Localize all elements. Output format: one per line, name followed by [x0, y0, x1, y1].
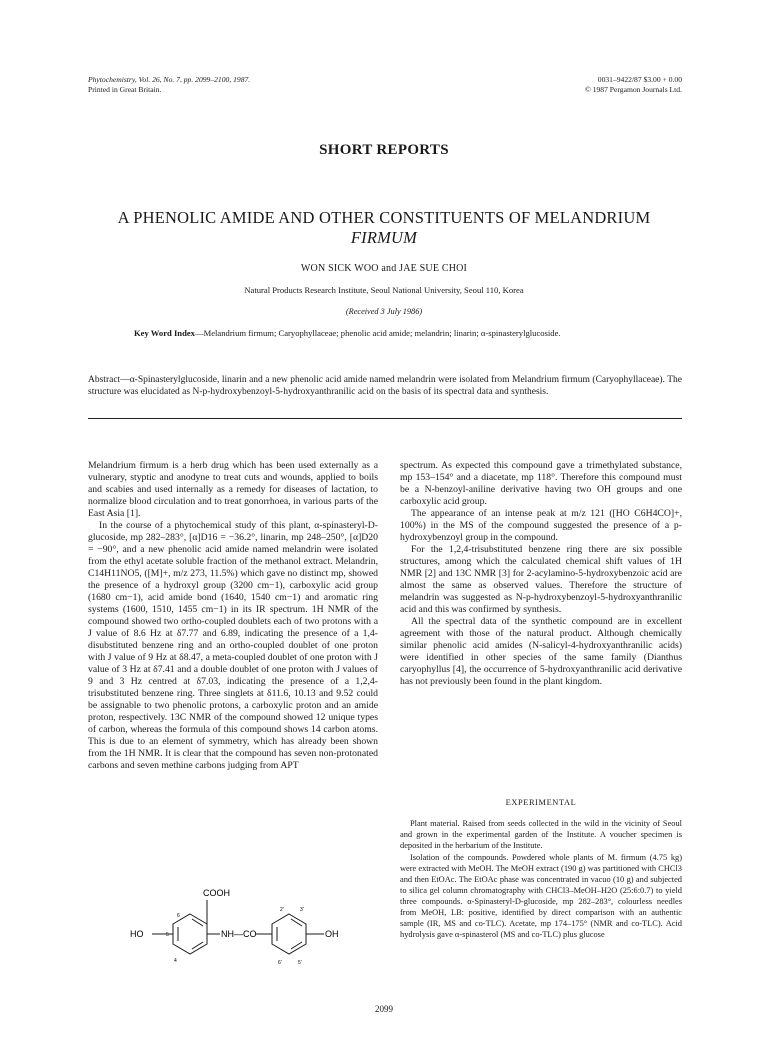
ms-paragraph: The appearance of an intense peak at m/z 121 ([HO C6H4CO]+, 100%) in the MS of the compound suggested the presence of a p-hydroxybenzoyl group in the compound. [400, 508, 682, 543]
intro-paragraph: Melandrium firmum is a herb drug which has been used externally as a vulnerary, styptic and anodyne to treat cuts and wounds, applied to boils and scabies and used internally as a remedy for diseases of lactation, to normalize blood circulation and to treat gonorrhoea, in various parts of the East Asia [1]. [88, 460, 378, 519]
journal-citation [88, 75, 388, 95]
received-date: (Received 3 July 1986) [345, 307, 423, 316]
left-column [88, 460, 378, 772]
issn-line: 0031–9422/87 $3.00 + 0.00 [597, 75, 682, 84]
structure-paragraph: For the 1,2,4-trisubstituted benzene ring there are six possible structures, among which the calculated chemical shift values of 1H NMR [2] and 13C NMR [3] for 2-acylamino-5-hydroxybenzoic acid are almost the same as observed values. Therefore the structure of melandrin was suggested as N-p-hydroxybenzoyl-5-hydroxyanthranilic acid and this was confirmed by synthesis. [400, 544, 682, 615]
melandrin-structure [110, 884, 380, 976]
title-line-2: FIRMUM [350, 228, 418, 247]
ring-double-bond [192, 942, 203, 949]
experimental-section [400, 818, 682, 941]
locant: 2' [280, 907, 284, 913]
ring-double-bond [192, 919, 203, 926]
printed-line: Printed in Great Britain. [88, 85, 162, 94]
comparison-paragraph: All the spectral data of the synthetic compound are in excellent agreement with those of the natural product. Although chemically similar phenolic acid amides (N-salicyl-4-hydroxyanthranilic acids) were identified in other species of the same family (Dianthus caryophyllus [4], the occurrence of 5-hydroxyanthranilic acid derivative has not previously been found in the plant kingdom. [400, 616, 682, 687]
cooh-label: COOH [203, 888, 230, 898]
amide-label: NH—CO [221, 929, 257, 939]
oh-label: OH [325, 929, 339, 939]
paper-title [60, 208, 708, 248]
locant: 6' [278, 960, 282, 966]
section-title: SHORT REPORTS [319, 142, 449, 158]
abstract-text: α-Spinasterylglucoside, linarin and a new phenolic acid amide named melandrin were isolated from Melandrium firmum (Caryophyllaceae). The structure was elucidated as N-p-hydroxybenzoyl-5-hydroxyanthranilic acid on the basis of its spectral data and synthesis. [88, 375, 682, 397]
locant: 5' [298, 960, 302, 966]
locant: 3' [300, 907, 304, 913]
page-number: 2099 [375, 1004, 393, 1014]
results-paragraph: In the course of a phytochemical study of this plant, α-spinasteryl-D-glucoside, mp 282–283°, [α]D16 = −36.2°, linarin, mp 248–250°, [α]D20 = −90°, and a new phenolic acid amide named melandrin were isolated from the ethyl acetate soluble fraction of the methanol extract. Melandrin, C14H11NO5, ([M]+, m/z 273, 11.5%) which gave no distinct mp, showed the presence of a hydroxyl group (3200 cm−1), carboxylic acid group (1680 cm−1), acid amide bond (1640, 1540 cm−1) and aromatic ring systems (1600, 1510, 1455 cm−1) in its IR spectrum. 1H NMR of the compound showed two ortho-coupled doublets each of two protons with a J value of 8.6 Hz at δ7.77 and 6.89, indicating the presence of a 1,4-disubstituted benzene ring and an ortho-coupled doublet of one proton with J value of 9 Hz at δ8.47, a meta-coupled doublet of one proton with J value of 3 Hz at δ7.41 and a double doublet of one proton with J values of 9 and 3 Hz centred at δ7.03, indicating the presence of a 1,2,4-trisubstituted benzene ring. Three singlets at δ11.6, 10.13 and 9.52 could be assignable to two phenolic protons, a carboxylic proton and an amide proton, respectively. 13C NMR of the compound showed 12 unique types of carbon, whereas the formula of this compound shows 14 carbon atoms. This is due to an element of symmetry, which has already been shown from the 1H NMR. It is clear that the compound has seven non-protonated carbons and seven methine carbons judging from APT [88, 520, 378, 771]
citation-line: Phytochemistry, Vol. 26, No. 7, pp. 2099–2100, 1987. [88, 75, 251, 84]
keyword-text: Melandrium firmum; Caryophyllaceae; phenolic acid amide; melandrin; linarin; α-spinasterylglucoside. [203, 328, 561, 338]
ho-label: HO [130, 929, 144, 939]
copyright-line: © 1987 Pergamon Journals Ltd. [585, 85, 682, 94]
abstract-label: Abstract [88, 375, 121, 385]
experimental-heading: EXPERIMENTAL [505, 798, 577, 807]
affiliation: Natural Products Research Institute, Seoul National University, Seoul 110, Korea [244, 285, 524, 295]
ring-double-bond [291, 942, 302, 949]
spectrum-paragraph: spectrum. As expected this compound gave a trimethylated substance, mp 153–154° and a diacetate, mp 118°. Therefore this compound must be a N-benzoyl-aniline derivative having two OH groups and one carboxylic acid group. [400, 460, 682, 507]
ring-double-bond [291, 919, 302, 926]
title-line-1: A PHENOLIC AMIDE AND OTHER CONSTITUENTS OF MELANDRIUM [117, 208, 651, 227]
keyword-label: Key Word Index [134, 328, 195, 338]
copyright-block [450, 75, 682, 95]
author-list: WON SICK WOO and JAE SUE CHOI [300, 263, 468, 274]
locant: 6 [177, 913, 180, 919]
locant: 5 [166, 932, 169, 938]
abstract-rule [88, 418, 682, 419]
keyword-index: Key Word Index—Melandrium firmum; Caryophyllaceae; phenolic acid amide; melandrin; linarin; α-spinasterylglucoside. [134, 328, 561, 338]
right-column [400, 460, 682, 688]
isolation-paragraph: Isolation of the compounds. Powdered whole plants of M. firmum (4.75 kg) were extracted with MeOH. The MeOH extract (190 g) was partitioned with CHCl3 and then EtOAc. The EtOAc phase was concentrated in vacuo (10 g) and subjected to silica gel column chromatography with CHCl3–MeOH–H2O (25:6:0.7) to yield three compounds. α-Spinasteryl-D-glucoside, mp 282–283°, colourless needles from MeOH, LB: positive, identified by direct comparison with an authentic sample (IR, MS and co-TLC). Acetate, mp 174–175° (NMR and co-TLC). Acid hydrolysis gave α-spinasterol (MS and co-TLC) plus glucose [400, 853, 682, 939]
plant-material-paragraph: Plant material. Raised from seeds collected in the wild in the vicinity of Seoul and grown in the experimental garden of the Institute. A voucher specimen is deposited in the herbarium of the Institute. [400, 819, 682, 850]
locant: 4 [174, 958, 177, 964]
abstract: Abstract—α-Spinasterylglucoside, linarin and a new phenolic acid amide named melandrin were isolated from Melandrium firmum (Caryophyllaceae). The structure was elucidated as N-p-hydroxybenzoyl-5-hydroxyanthranilic acid on the basis of its spectral data and synthesis. [88, 375, 682, 397]
